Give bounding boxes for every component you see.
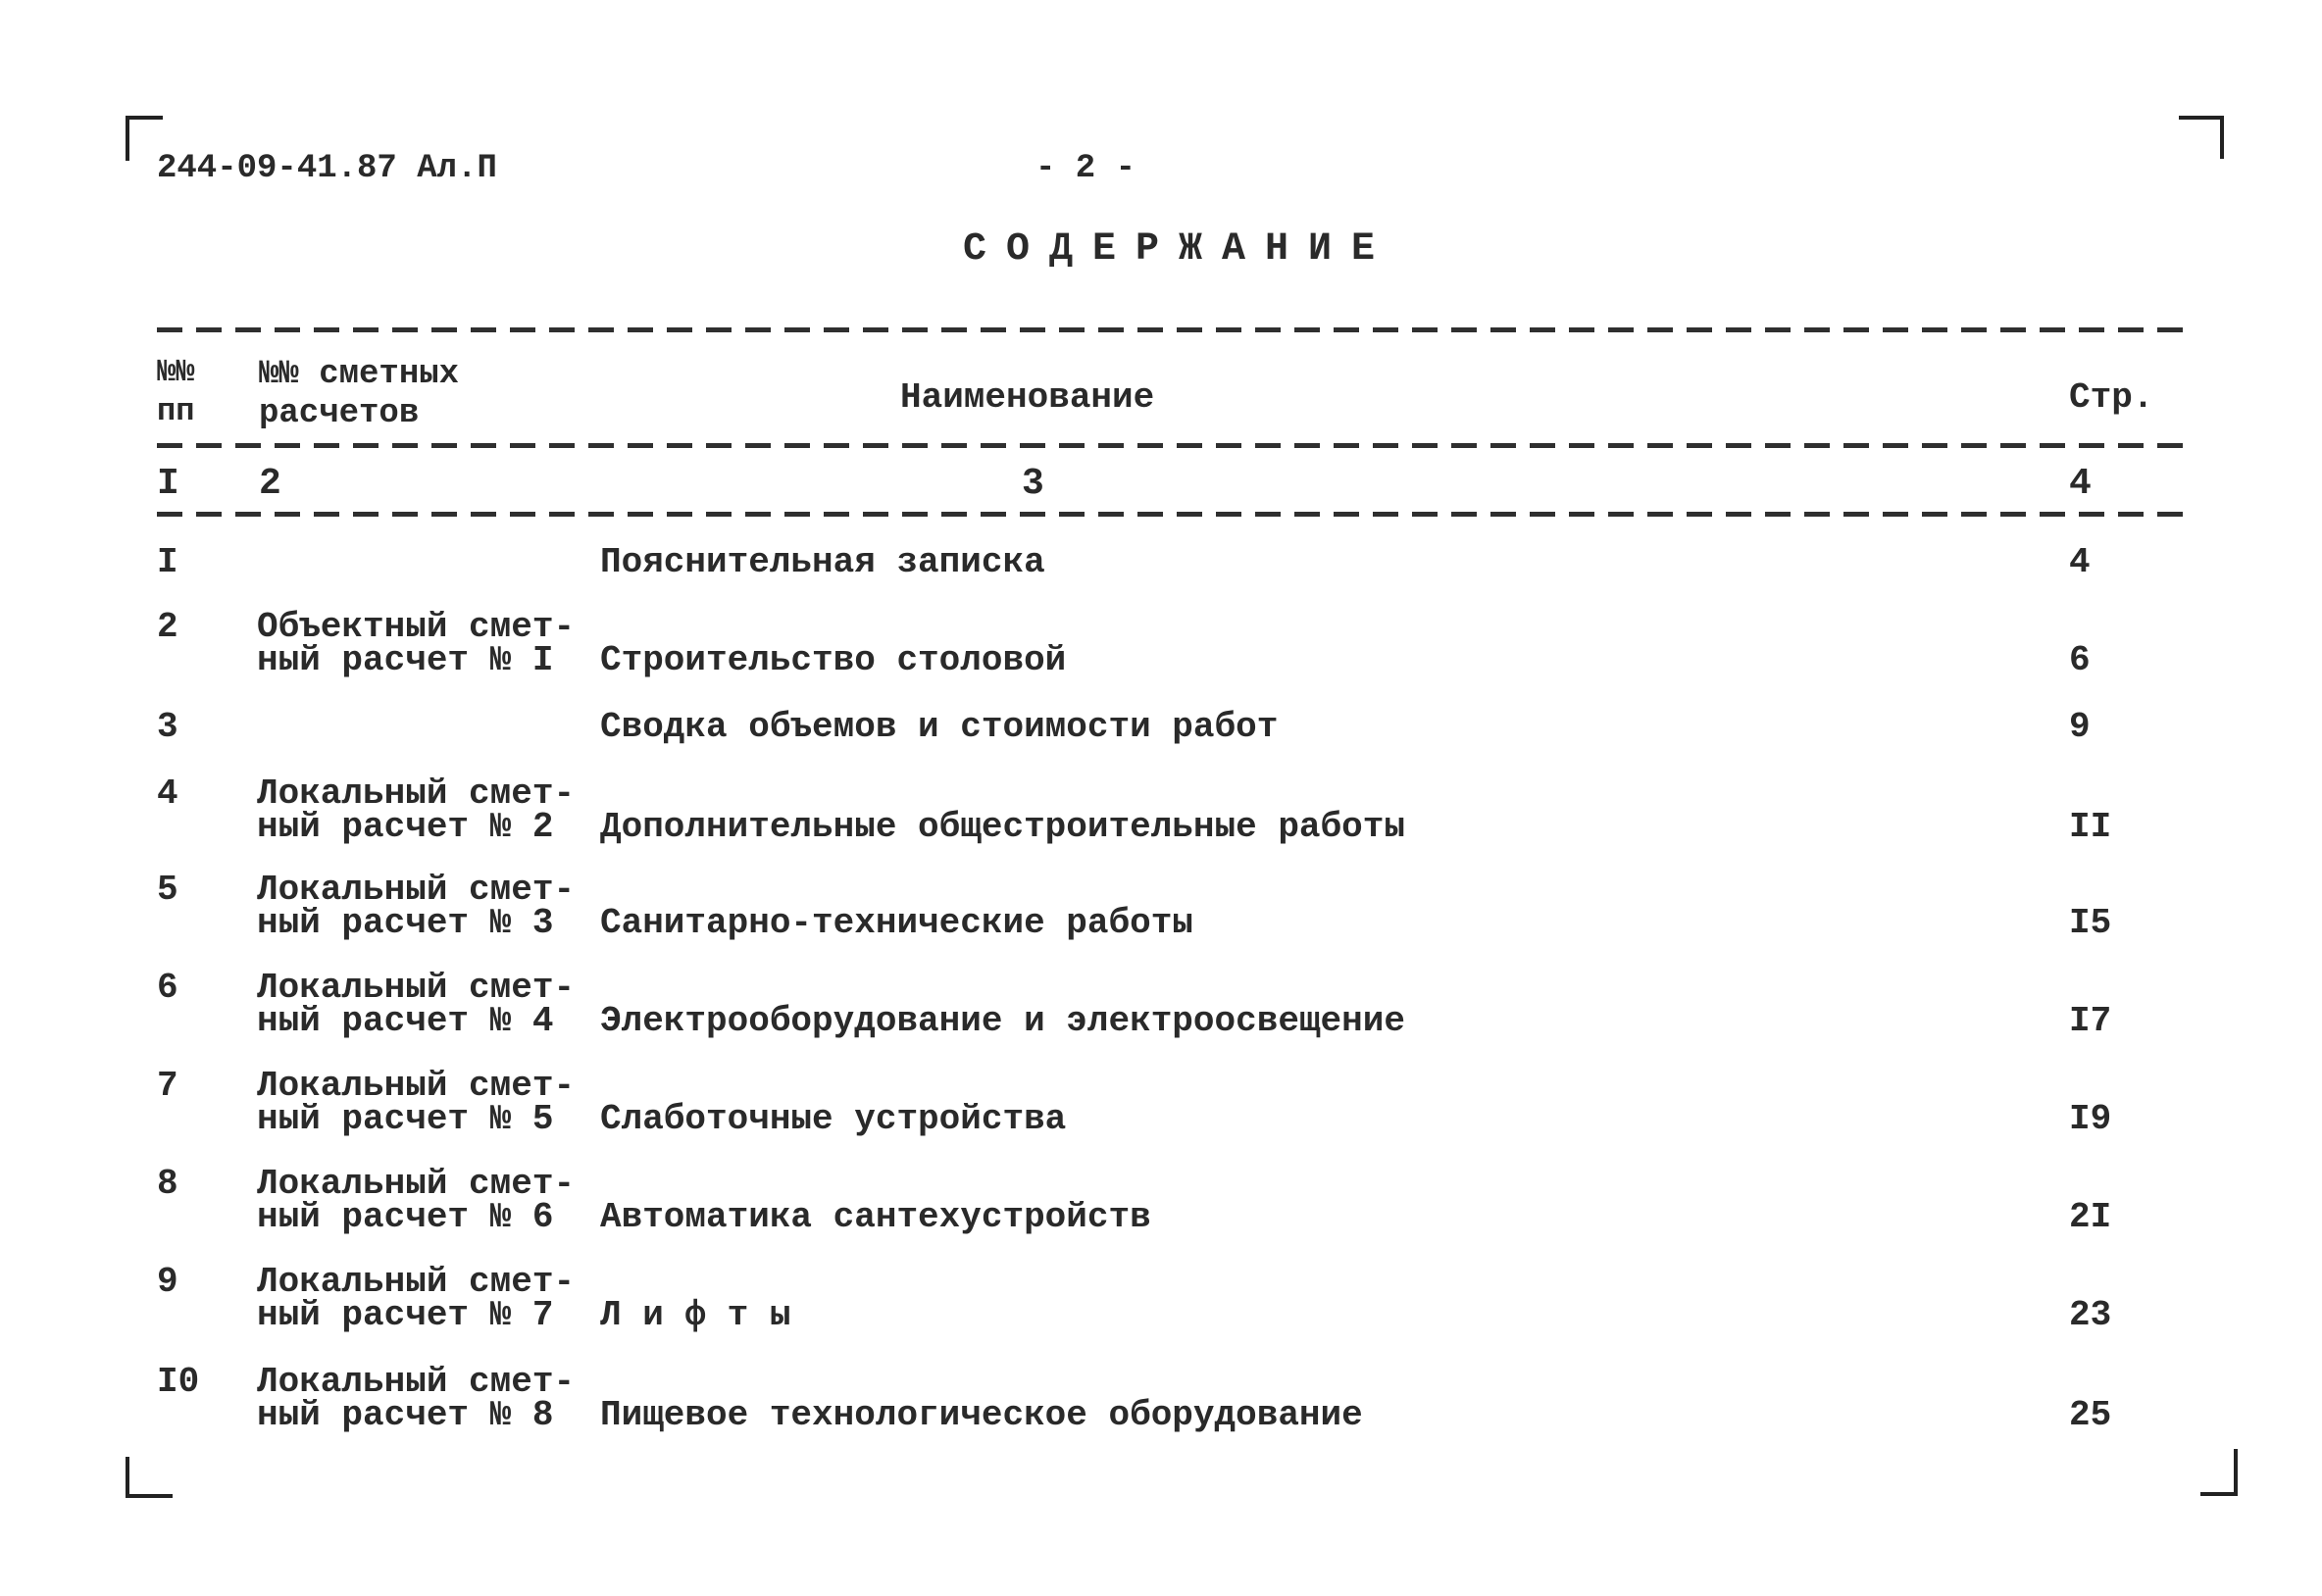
row-calc-line-2: ный расчет № 7 — [257, 1295, 554, 1335]
crop-mark-bottom-left — [126, 1457, 173, 1498]
row-name: Пояснительная записка — [600, 542, 1045, 582]
column-header-pp: №№ пп — [157, 354, 195, 429]
page-title: СОДЕРЖАНИЕ — [963, 227, 1395, 272]
row-calc-line-1: Объектный смет- — [257, 607, 576, 647]
row-calc-line-2: ный расчет № 4 — [257, 1001, 554, 1041]
row-number: 5 — [157, 870, 178, 910]
crop-mark-bottom-right — [2200, 1449, 2238, 1496]
row-name: Сводка объемов и стоимости работ — [600, 707, 1279, 747]
row-name: Слаботочные устройства — [600, 1099, 1067, 1139]
row-calc-line-1: Локальный смет- — [257, 968, 576, 1008]
row-number: 9 — [157, 1262, 178, 1302]
row-number: I — [157, 542, 178, 582]
table-rule-header — [157, 443, 2196, 448]
row-page: I7 — [2069, 1001, 2112, 1041]
page-number: - 2 - — [1035, 150, 1136, 187]
row-name: Автоматика сантехустройств — [600, 1197, 1151, 1237]
row-page: 23 — [2069, 1295, 2112, 1335]
row-calc-line-1: Локальный смет- — [257, 870, 576, 910]
row-name: Санитарно-технические работы — [600, 903, 1193, 943]
row-page: 25 — [2069, 1395, 2112, 1435]
column-number-1: I — [157, 463, 179, 505]
row-page: I5 — [2069, 903, 2112, 943]
row-page: II — [2069, 807, 2112, 847]
row-name: Дополнительные общестроительные работы — [600, 807, 1405, 847]
row-calc-line-2: ный расчет № 6 — [257, 1197, 554, 1237]
row-calc-line-1: Локальный смет- — [257, 1164, 576, 1204]
row-page: 2I — [2069, 1197, 2112, 1237]
row-name: Пищевое технологическое оборудование — [600, 1395, 1363, 1435]
row-page: 6 — [2069, 640, 2091, 680]
row-number: I0 — [157, 1362, 200, 1402]
column-number-2: 2 — [259, 463, 281, 505]
row-name: Л и ф т ы — [600, 1295, 791, 1335]
crop-mark-top-right — [2179, 116, 2224, 159]
row-calc-line-1: Локальный смет- — [257, 1066, 576, 1106]
row-number: 6 — [157, 968, 178, 1008]
table-rule-column-numbers — [157, 512, 2196, 517]
column-header-calc: №№ сметных расчетов — [259, 356, 460, 432]
row-name: Строительство столовой — [600, 640, 1067, 680]
row-calc-line-2: ный расчет № I — [257, 640, 554, 680]
row-calc-line-2: ный расчет № 8 — [257, 1395, 554, 1435]
column-header-name: Наименование — [900, 377, 1155, 418]
row-calc-line-2: ный расчет № 2 — [257, 807, 554, 847]
row-calc-line-1: Локальный смет- — [257, 773, 576, 814]
row-page: I9 — [2069, 1099, 2112, 1139]
row-calc-line-1: Локальный смет- — [257, 1262, 576, 1302]
row-number: 8 — [157, 1164, 178, 1204]
table-rule-top — [157, 327, 2196, 332]
document-code: 244-09-41.87 Ал.П — [157, 150, 497, 187]
row-number: 4 — [157, 773, 178, 814]
row-number: 3 — [157, 707, 178, 747]
column-number-4: 4 — [2069, 463, 2092, 505]
row-calc-line-1: Локальный смет- — [257, 1362, 576, 1402]
row-calc-line-2: ный расчет № 5 — [257, 1099, 554, 1139]
column-header-page: Стр. — [2069, 377, 2154, 418]
row-page: 4 — [2069, 542, 2091, 582]
row-page: 9 — [2069, 707, 2091, 747]
row-number: 2 — [157, 607, 178, 647]
row-number: 7 — [157, 1066, 178, 1106]
row-name: Электрооборудование и электроосвещение — [600, 1001, 1405, 1041]
column-number-3: 3 — [1022, 463, 1044, 505]
row-calc-line-2: ный расчет № 3 — [257, 903, 554, 943]
